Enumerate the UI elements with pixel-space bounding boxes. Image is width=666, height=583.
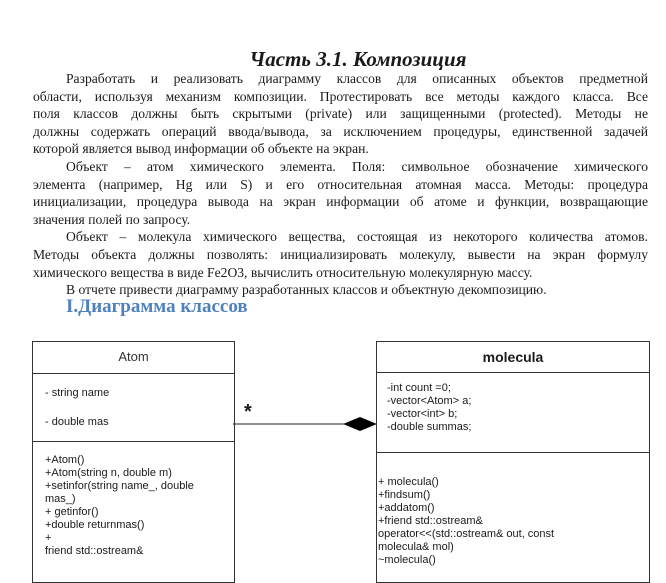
class-name: molecula bbox=[482, 349, 544, 365]
text-line: значения полей по запросу. bbox=[33, 211, 191, 227]
text-line: Объект – атом химического элемента. Поля: символьное обозначение химического bbox=[66, 159, 648, 174]
field: - string name bbox=[45, 387, 110, 399]
page-title: Часть 3.1. Композиция bbox=[249, 47, 467, 71]
text-line: элемента (например, Hg или S) и его относительная атомная масса. Методы: процедура bbox=[33, 176, 648, 192]
text-line: должны содержать операций ввода/вывода, за исключением процедуры, единственной задачей bbox=[33, 123, 648, 139]
text-line: поля классов должны быть скрытыми (private) или защищенными (protected). Методы не bbox=[33, 106, 648, 122]
text-line: Методы объекта должны позволять: инициализировать молекулу, вывести на экран формулу bbox=[33, 247, 648, 262]
text-line: которой является вывод информации об объекте на экран. bbox=[33, 141, 369, 157]
class-name: Atom bbox=[118, 349, 149, 364]
composition-diamond-icon bbox=[343, 417, 377, 431]
methods: + molecula() +findsum() +addatom() +friend std::ostream& operator<<(std::ostream& out, const molecula& mol) ~molecula() bbox=[378, 476, 555, 566]
field: - double mas bbox=[45, 416, 109, 428]
text-line: В отчете привести диаграмму разработанных классов и объектную декомпозицию. bbox=[66, 282, 547, 298]
composition-connector bbox=[233, 400, 378, 440]
text-line: инициализации, процедура вывода на экран информации об атоме и функции, возвращающие bbox=[33, 194, 648, 210]
text-line: Разработать и реализовать диаграмму классов для описанных объектов предметной bbox=[66, 71, 648, 86]
methods: +Atom() +Atom(string n, double m) +setinfor(string name_, double mas_) + getinfor() +double returnmas() + friend std::ostream& bbox=[45, 454, 194, 557]
text-line: химического вещества в виде Fe2O3, вычислить относительную молекулярную массу. bbox=[33, 264, 533, 280]
class-molecula bbox=[376, 341, 650, 583]
section-heading: I.Диаграмма классов bbox=[66, 296, 248, 317]
fields: -int count =0; -vector<Atom> a; -vector<int> b; -double summas; bbox=[387, 382, 472, 433]
multiplicity-label: * bbox=[244, 401, 252, 423]
text-line: Объект – молекула химического вещества, состоящая из некоторого количества атомов. bbox=[66, 229, 648, 245]
class-atom bbox=[32, 341, 235, 583]
text-line: области, используя механизм композиции. Протестировать все методы каждого класса. Все bbox=[33, 88, 648, 104]
